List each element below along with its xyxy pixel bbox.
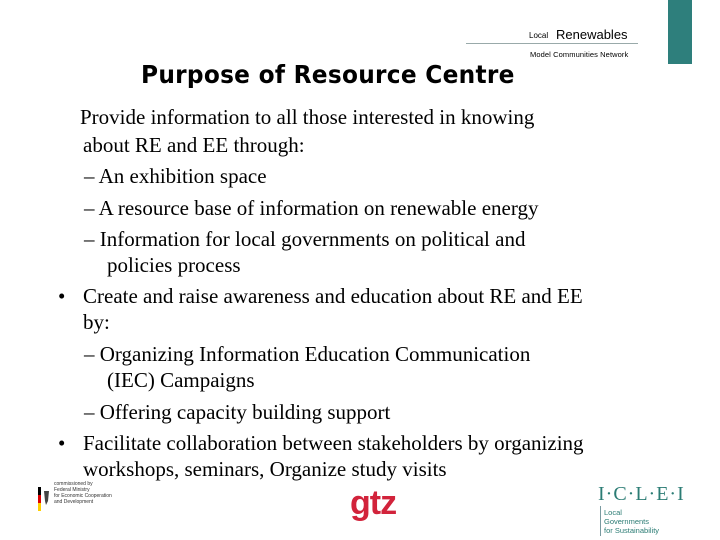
iclei-divider [600, 506, 601, 536]
bullet-icon: • [58, 284, 66, 308]
brand-divider [466, 43, 638, 44]
body-line: Provide information to all those interested in knowing [80, 105, 535, 129]
german-eagle-flag-icon [38, 487, 50, 511]
sub-bullet-line: – A resource base of information on renewable energy [84, 196, 539, 220]
brand-subtitle: Model Communities Network [530, 50, 629, 59]
bullet-icon: • [58, 431, 66, 455]
brand-title: Renewables [556, 27, 628, 42]
iclei-logo: I·C·L·E·I [598, 483, 685, 505]
sub-bullet-line: – Offering capacity building support [84, 400, 391, 424]
body-line: workshops, seminars, Organize study visits [83, 457, 447, 481]
sub-bullet-line: – Information for local governments on political and [84, 227, 526, 251]
body-line: Facilitate collaboration between stakeholders by organizing [83, 431, 584, 455]
body-line: Create and raise awareness and education about RE and EE [83, 284, 583, 308]
sub-bullet-line: – An exhibition space [84, 164, 267, 188]
ministry-logo-text: commissioned by Federal Ministry for Economic Cooperation and Development [54, 481, 112, 505]
slide-title: Purpose of Resource Centre [141, 60, 515, 89]
sub-bullet-line: – Organizing Information Education Communication [84, 342, 531, 366]
iclei-subtitle: Local Governments for Sustainability [604, 508, 660, 535]
gtz-logo: gtz [350, 484, 397, 522]
body-line: about RE and EE through: [83, 133, 305, 157]
body-line: policies process [107, 253, 241, 277]
teal-accent-bar [668, 0, 692, 64]
body-line: by: [83, 310, 110, 334]
brand-small-text: Local [529, 31, 549, 40]
body-line: (IEC) Campaigns [107, 368, 255, 392]
